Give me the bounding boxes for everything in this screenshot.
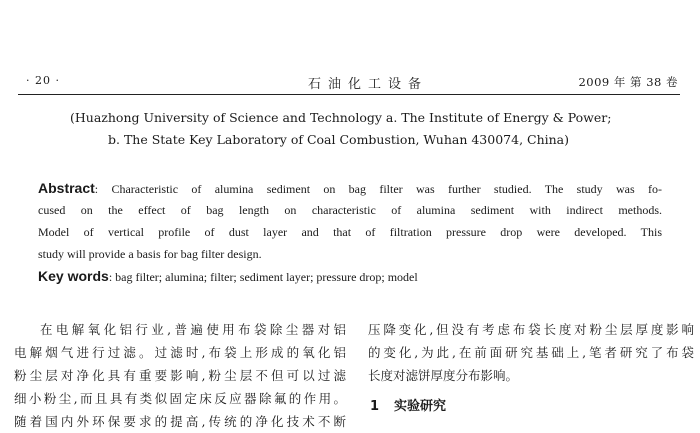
- body-line: 细小粉尘,而且具有类似固定床反应器除氟的作用。: [14, 391, 346, 406]
- body-line: 长度对滤饼厚度分布影响。: [368, 368, 519, 383]
- keywords-text: : bag filter; alumina; filter; sediment layer; pressure drop; model: [108, 270, 418, 284]
- abstract-line: [38, 178, 662, 199]
- body-line: 在电解氧化铝行业,普遍使用布袋除尘器对铝: [40, 322, 346, 337]
- keywords-line: [38, 266, 418, 287]
- abstract-line: cused on the effect of bag length on characteristic of alumina sediment with indirect methods.: [38, 203, 662, 217]
- body-right-column: [368, 318, 694, 387]
- section-heading: [370, 395, 446, 414]
- abstract-line: study will provide a basis for bag filter design.: [38, 247, 262, 261]
- body-line: 随着国内外环保要求的提高,传统的净化技术不断: [14, 414, 346, 429]
- running-header: [18, 70, 680, 92]
- keywords-label: Key words: [38, 268, 109, 284]
- affiliation-line: b. The State Key Laboratory of Coal Combustion, Wuhan 430074, China): [108, 132, 570, 147]
- section-number: 1: [370, 399, 380, 414]
- header-rule: [18, 94, 680, 95]
- affiliation-line: (Huazhong University of Science and Technology a. The Institute of Energy & Power;: [70, 110, 612, 125]
- abstract-line: Model of vertical profile of dust layer and that of filtration pressure drop were developed. This: [38, 225, 662, 239]
- section-title: 实验研究: [394, 399, 447, 414]
- body-line: 压降变化,但没有考虑布袋长度对粉尘层厚度影响: [368, 322, 694, 337]
- journal-title: 石油化工设备: [308, 77, 429, 92]
- page-number: · 20 ·: [26, 74, 60, 87]
- body-line: 电解烟气进行过滤。过滤时,布袋上形成的氧化铝: [14, 345, 346, 360]
- abstract-text: : Characteristic of alumina sediment on bag filter was further studied. The study was fo-: [94, 182, 662, 196]
- body-left-column: [14, 318, 346, 433]
- body-line: 的变化,为此,在前面研究基础上,笔者研究了布袋: [368, 345, 694, 360]
- issue-info: 2009 年 第 38 卷: [578, 75, 678, 89]
- body-line: 粉尘层对净化具有重要影响,粉尘层不但可以过滤: [14, 368, 346, 383]
- abstract-label: Abstract: [38, 180, 95, 196]
